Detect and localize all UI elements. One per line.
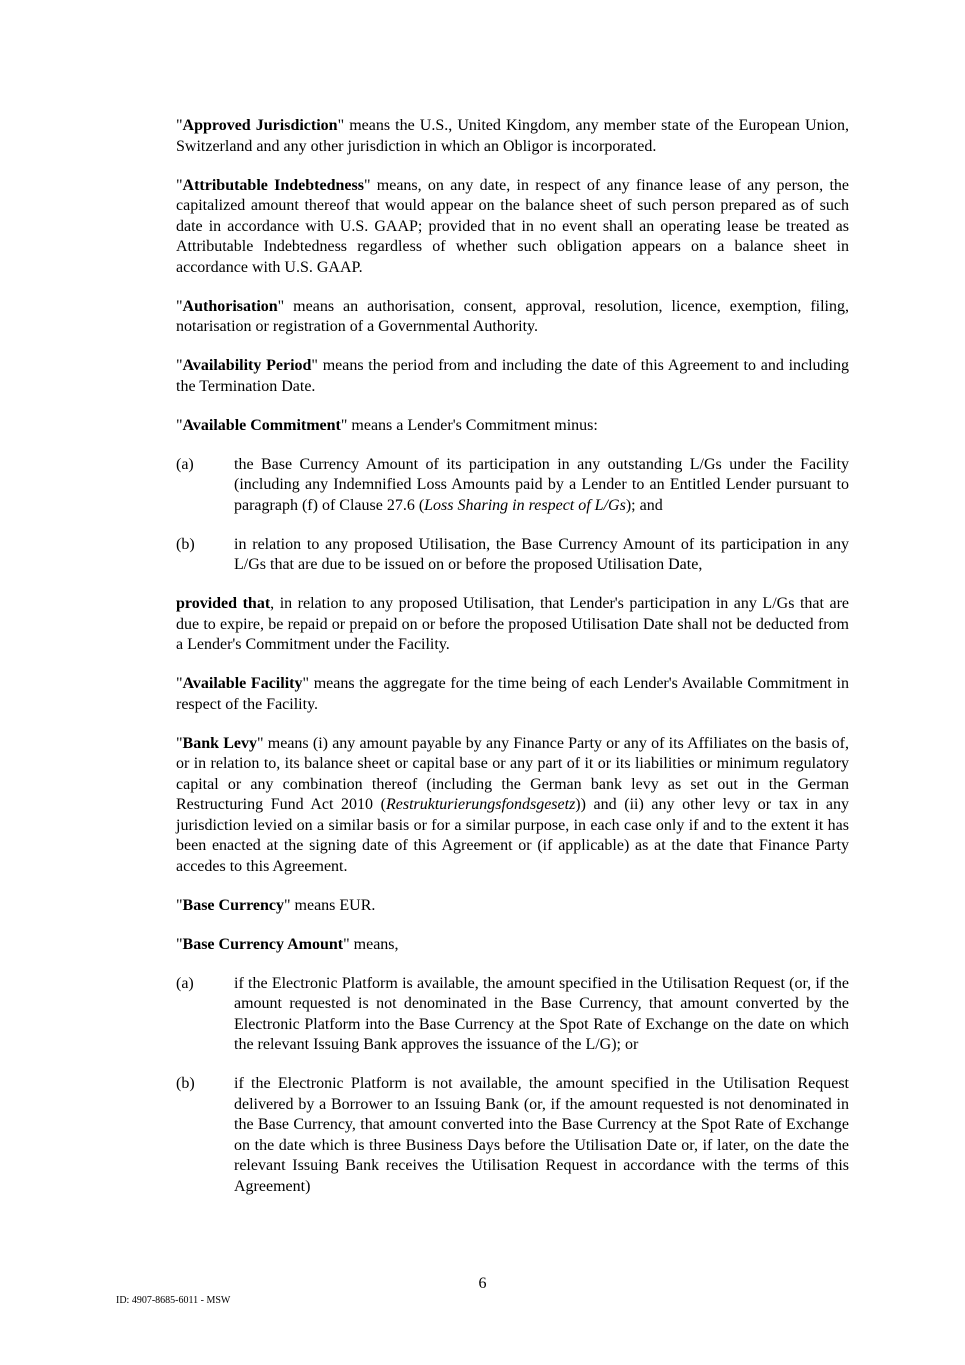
- list-item: [176, 1074, 849, 1197]
- item-text: in relation to any proposed Utilisation, the Base Currency Amount of its participation in any L/Gs that are due to be issued on or before the proposed Utilisation Date,: [234, 535, 849, 573]
- definition-base-currency-amount: "Base Currency Amount" means,: [176, 935, 399, 953]
- item-text: if the Electronic Platform is available, the amount specified in the Utilisation Request (or, if the amount requested is not denominated in the Base Currency, that amount converted by the Electronic Platform into the Base Currency at the Spot Rate of Exchange on the date on which the relevant Issuing Bank approves the issuance of the L/G); or: [234, 974, 849, 1053]
- definition-attributable-indebtedness: "Attributable Indebtedness" means, on any date, in respect of any finance lease of any person, the capitalized amount thereof that would appear on the balance sheet of such person prepared as of such date in accordance with U.S. GAAP; provided that in no event shall an operating lease be treated as Attributable Indebtedness regardless of whether such obligation appears on a balance sheet in accordance with U.S. GAAP.: [176, 176, 849, 276]
- item-text: the Base Currency Amount of its participation in any outstanding L/Gs under the Facility (including any Indemnified Loss Amounts paid by a Lender to an Entitled Lender pursuant to paragraph (f) of Clause 27.6 (Loss Sharing in respect of L/Gs); and: [234, 455, 849, 514]
- item-text: if the Electronic Platform is not available, the amount specified in the Utilisation Request delivered by a Borrower to an Issuing Bank (or, if the amount requested is not denominated in the Base Currency, that amount converted into the Base Currency at the Spot Rate of Exchange on the date which is three Business Days before the Utilisation Date or, if later, on the date the relevant Issuing Bank receives the Utilisation Request in accordance with the terms of this Agreement): [234, 1075, 849, 1195]
- proviso-paragraph: provided that, in relation to any proposed Utilisation, that Lender's participation in any L/Gs that are due to expire, be repaid or prepaid on or before the proposed Utilisation Date shall not be deducted from a Lender's Commitment under the Facility.: [176, 595, 850, 653]
- defined-term: Available Commitment: [182, 416, 341, 434]
- list-item: [176, 974, 849, 1056]
- item-label: (b): [176, 535, 195, 553]
- item-label: (a): [176, 974, 194, 992]
- list-item: [176, 535, 849, 576]
- defined-term: Base Currency: [182, 896, 284, 914]
- defined-term: Attributable Indebtedness: [182, 176, 364, 194]
- document-id: ID: 4907-8685-6011 - MSW: [116, 1295, 231, 1306]
- definition-base-currency: "Base Currency" means EUR.: [176, 896, 376, 914]
- defined-term: Available Facility: [182, 675, 303, 692]
- definition-bank-levy: "Bank Levy" means (i) any amount payable by any Finance Party or any of its Affiliates on the basis of, or in relation to, its balance sheet or capital base or any part of it or its liabilities or minimum regulatory capital or any combination thereof (including the German bank levy as set out in the German Restructuring Fund Act 2010 (Restrukturierungsfondsgesetz)) and (ii) any other levy or tax in any jurisdiction levied on a similar basis or for a similar purpose, in each case only if and to the extent it has been enacted at the signing date of this Agreement or (if applicable) as at the date that Finance Party accedes to this Agreement.: [176, 734, 850, 875]
- item-label: (b): [176, 1075, 195, 1092]
- definition-available-commitment: "Available Commitment" means a Lender's Commitment minus:: [176, 416, 598, 434]
- item-label: (a): [176, 455, 194, 473]
- defined-term: Bank Levy: [182, 734, 258, 752]
- page-number: 6: [478, 1275, 487, 1292]
- definition-authorisation: "Authorisation" means an authorisation, consent, approval, resolution, licence, exemption, filing, notarisation or registration of a Governmental Authority.: [176, 297, 849, 335]
- definition-available-facility: "Available Facility" means the aggregate for the time being of each Lender's Available Commitment in respect of the Facility.: [176, 675, 849, 713]
- defined-term: Base Currency Amount: [182, 935, 344, 953]
- defined-term: Approved Jurisdiction: [182, 117, 338, 134]
- definition-availability-period: "Availability Period" means the period from and including the date of this Agreement to and including the Termination Date.: [176, 357, 850, 395]
- defined-term: Authorisation: [182, 297, 278, 315]
- definition-approved-jurisdiction: "Approved Jurisdiction" means the U.S., United Kingdom, any member state of the European Union, Switzerland and any other jurisdiction in which an Obligor is incorporated.: [176, 117, 850, 155]
- document-body: [176, 116, 849, 1216]
- list-item: [176, 455, 849, 517]
- defined-term: Availability Period: [182, 357, 312, 374]
